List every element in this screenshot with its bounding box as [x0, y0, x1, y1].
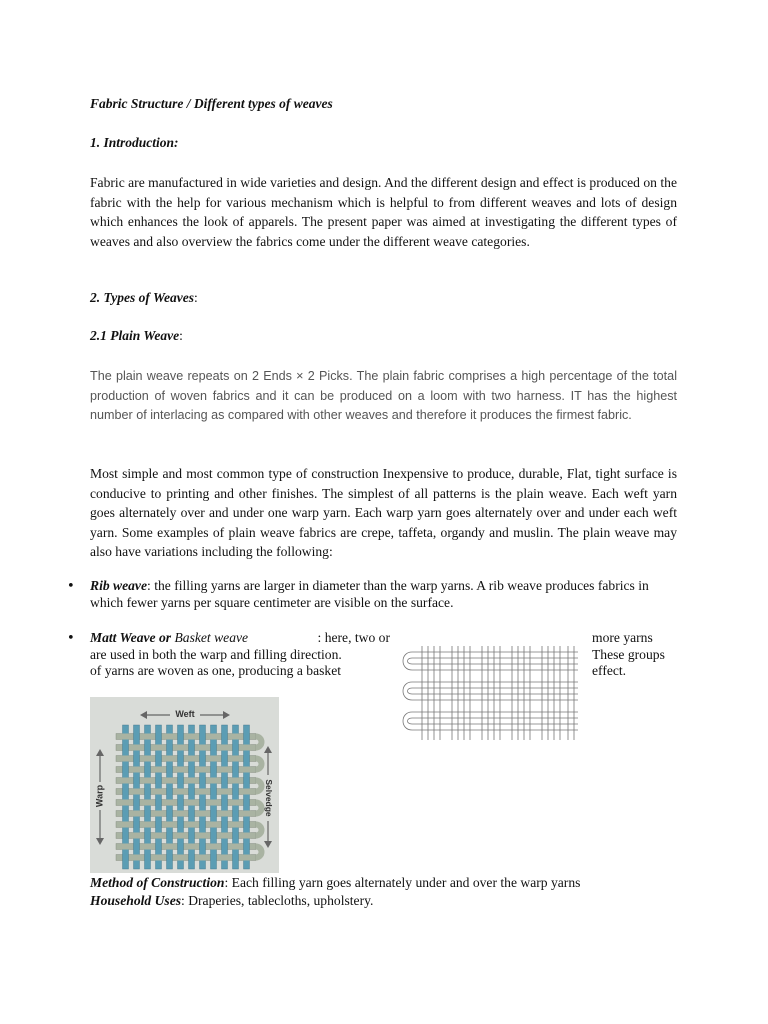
method-text: : Each filling yarn goes alternately under and over the warp yarns	[224, 875, 581, 890]
weft-over	[199, 767, 207, 773]
weft-over	[199, 833, 207, 839]
matt-right-line3: effect.	[592, 663, 627, 678]
weft-over	[166, 778, 174, 784]
weft-over	[166, 822, 174, 828]
weft-over	[188, 778, 196, 784]
method-label: Method of Construction	[90, 875, 225, 890]
introduction-heading: 1. Introduction:	[90, 135, 179, 150]
weft-over	[199, 789, 207, 795]
weft-over	[144, 756, 152, 762]
weft-over	[221, 855, 229, 861]
selvedge-label: Selvedge	[263, 779, 274, 817]
weft-over	[155, 745, 163, 751]
weft-over	[210, 844, 218, 850]
matt-weave-line2: are used in both the warp and filling direction.	[90, 646, 342, 662]
weft-over	[210, 734, 218, 740]
weft-over	[122, 778, 130, 784]
weft-over	[188, 822, 196, 828]
types-heading	[90, 290, 198, 306]
weft-over	[144, 734, 152, 740]
weft-over	[221, 745, 229, 751]
weft-over	[210, 778, 218, 784]
weft-label: Weft	[175, 709, 195, 719]
bullet-rib: •	[67, 579, 75, 594]
matt-weave-left-text	[90, 630, 390, 680]
weft-over	[155, 789, 163, 795]
weft-over	[177, 833, 185, 839]
weft-over	[122, 822, 130, 828]
weft-over	[144, 800, 152, 806]
weft-over	[232, 778, 240, 784]
weft-over	[177, 855, 185, 861]
weft-over	[166, 800, 174, 806]
weft-over	[243, 789, 251, 795]
types-heading-text: 2. Types of Weaves	[90, 290, 194, 305]
weft-over	[199, 745, 207, 751]
weft-over	[144, 778, 152, 784]
weft-over	[155, 767, 163, 773]
plain-weave-paragraph: Most simple and most common type of construction Inexpensive to produce, durable, Flat, tight surface is conducive to printing and other finishes. The simplest of all patterns is the plain weave. Each weft yarn goes alternately over and under one warp yarn. Each warp yarn goes alternately over and under each weft yarn. Some examples of plain weave fabrics are crepe, taffeta, organdy and muslin. The plain weave may also have variations including the following:	[90, 466, 677, 559]
matt-right-line1: more yarns	[592, 630, 653, 645]
weft-over	[188, 800, 196, 806]
weft-over	[133, 767, 141, 773]
rib-weave-item	[90, 578, 677, 611]
plain-weave-heading-colon: :	[179, 328, 183, 343]
types-heading-colon: :	[193, 290, 198, 305]
matt-weave-right-text	[592, 630, 678, 680]
weft-over	[133, 745, 141, 751]
basket-weave-illustration	[398, 642, 583, 744]
household-label: Household Uses	[90, 893, 182, 908]
weft-over	[133, 855, 141, 861]
weft-over	[177, 745, 185, 751]
plain-weave-description: The plain weave repeats on 2 Ends × 2 Picks. The plain fabric comprises a high percentage of the total production of woven fabrics and it can be produced on a loom with two harness. IT has the highest number of interlacing as compared with other weaves and therefore it produces the firmest fabric.	[90, 369, 677, 422]
weft-over	[155, 811, 163, 817]
weft-over	[177, 767, 185, 773]
weft-over	[177, 789, 185, 795]
weft-over	[122, 800, 130, 806]
method-of-construction	[90, 874, 710, 892]
weft-over	[133, 833, 141, 839]
weft-over	[122, 844, 130, 850]
weft-over	[232, 822, 240, 828]
matt-weave-label: Matt Weave or	[90, 630, 172, 645]
weft-over	[221, 789, 229, 795]
weft-over	[221, 767, 229, 773]
weft-over	[188, 756, 196, 762]
weft-over	[155, 855, 163, 861]
basket-weave-label: Basket weave	[174, 630, 249, 645]
plain-weave-heading	[90, 328, 183, 344]
weft-over	[188, 844, 196, 850]
matt-right-line2: These groups	[592, 646, 665, 662]
weft-over	[221, 811, 229, 817]
weft-over	[166, 844, 174, 850]
weft-over	[210, 822, 218, 828]
rib-weave-text: : the filling yarns are larger in diameter than the warp yarns. A rib weave produces fabrics in which fewer yarns per square centimeter are visible on the surface.	[90, 578, 649, 610]
introduction-paragraph: Fabric are manufactured in wide varieties and design. And the different design and effect is produced on the fabric with the help for various mechanism which is helpful to from different weaves and lots of design which enhances the look of apparels. The present paper was aimed at investigating the different types of weaves and also overview the fabrics come under the different weave categories.	[90, 175, 677, 249]
plain-weave-diagram	[90, 697, 279, 873]
weft-over	[177, 811, 185, 817]
warp-label: Warp	[94, 784, 105, 808]
weft-over	[232, 756, 240, 762]
weft-over	[232, 844, 240, 850]
rib-weave-label: Rib weave	[90, 578, 148, 593]
weft-over	[243, 855, 251, 861]
plain-weave-heading-text: 2.1 Plain Weave	[90, 328, 180, 343]
weft-over	[166, 756, 174, 762]
weft-over	[243, 833, 251, 839]
weft-over	[210, 800, 218, 806]
matt-weave-line3: of yarns are woven as one, producing a basket	[90, 663, 342, 678]
household-text: : Draperies, tablecloths, upholstery.	[181, 893, 374, 908]
weft-over	[243, 811, 251, 817]
weft-over	[243, 745, 251, 751]
weft-over	[155, 833, 163, 839]
household-uses	[90, 892, 710, 910]
weft-over	[210, 756, 218, 762]
weft-over	[232, 734, 240, 740]
weft-over	[133, 789, 141, 795]
weft-over	[144, 844, 152, 850]
matt-weave-line1: : here, two or	[317, 630, 390, 645]
weft-over	[232, 800, 240, 806]
document-title: Fabric Structure / Different types of weaves	[90, 96, 333, 111]
weft-over	[188, 734, 196, 740]
weft-over	[122, 756, 130, 762]
weft-over	[133, 811, 141, 817]
weft-over	[221, 833, 229, 839]
weft-over	[199, 855, 207, 861]
bullet-matt: •	[67, 631, 75, 646]
weft-over	[122, 734, 130, 740]
weft-over	[166, 734, 174, 740]
weft-over	[243, 767, 251, 773]
weft-over	[199, 811, 207, 817]
weft-over	[144, 822, 152, 828]
